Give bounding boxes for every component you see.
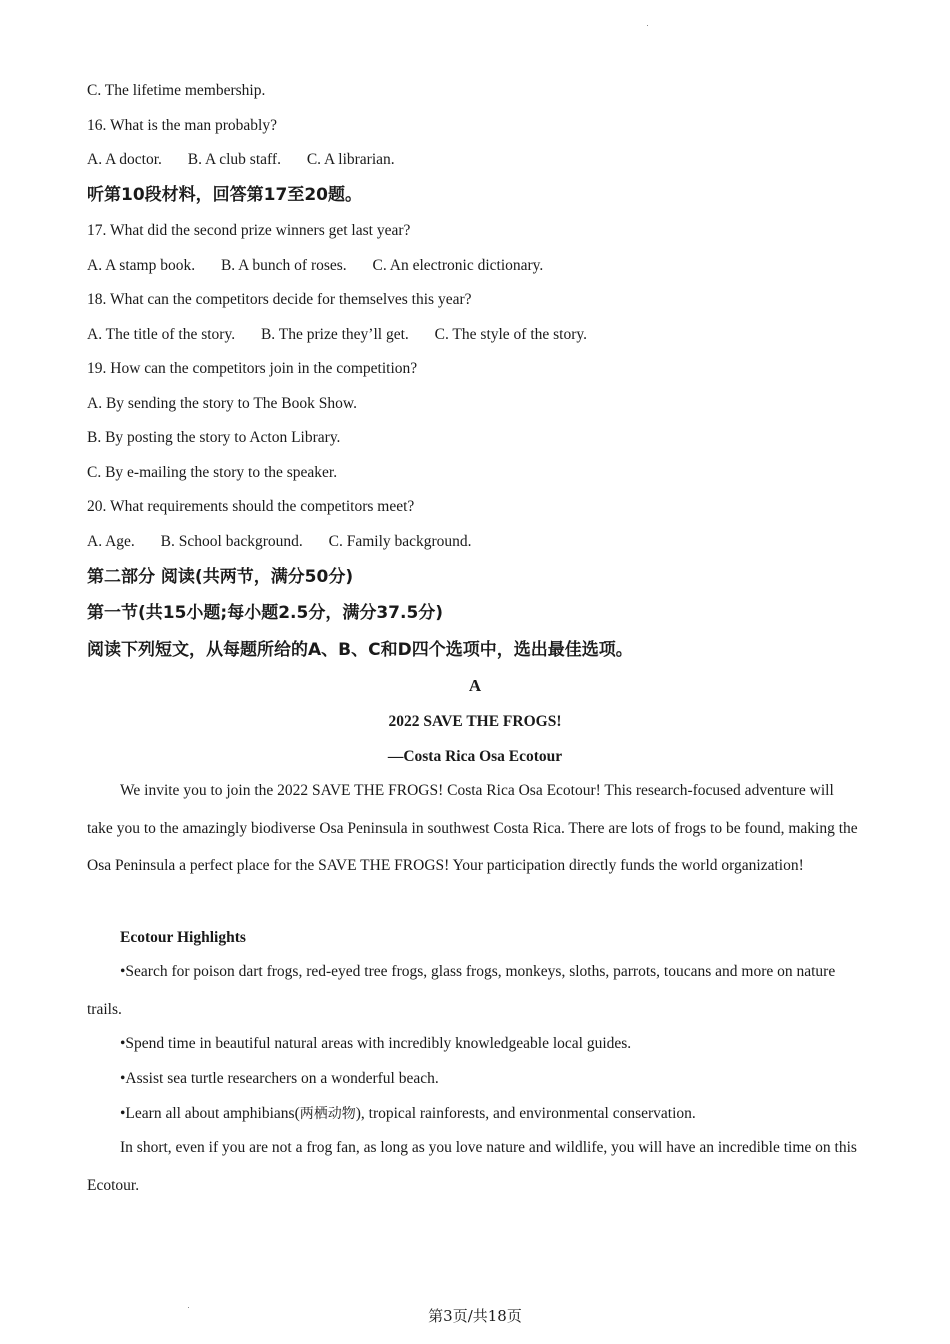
section-instruction-10: 听第10段材料，回答第17至20题。 [87, 185, 362, 205]
q19-option-a: A. By sending the story to The Book Show. [87, 395, 357, 412]
q20-option-c: C. Family background. [328, 533, 472, 550]
highlight-item: •Assist sea turtle researchers on a wonderful beach. [120, 1070, 439, 1087]
q17-options [87, 256, 543, 276]
passage-intro: We invite you to join the 2022 SAVE THE FROGS! Costa Rica Osa Ecotour! This research-focused adventure will take you to the amazingly biodiverse Osa Peninsula in southwest Costa Rica. There are lots of frogs to be found, making the Osa Peninsula a perfect place for the SAVE THE FROGS! Your participation directly funds the world organization! [87, 782, 858, 874]
scan-dot [647, 25, 648, 26]
q16-question: 16. What is the man probably? [87, 117, 277, 134]
q20-options [87, 532, 472, 552]
q18-question: 18. What can the competitors decide for themselves this year? [87, 291, 472, 308]
q17-question: 17. What did the second prize winners get last year? [87, 222, 411, 239]
q19-option-b: B. By posting the story to Acton Library. [87, 429, 341, 446]
q16-option-c: C. A librarian. [306, 151, 395, 168]
passage-closing: In short, even if you are not a frog fan, as long as you love nature and wildlife, you will have an incredible time on this Ecotour. [87, 1139, 857, 1194]
q19-question: 19. How can the competitors join in the competition? [87, 360, 418, 377]
passage-letter: A [468, 676, 482, 695]
q16-options [87, 150, 395, 170]
q16-option-a: A. A doctor. [87, 151, 162, 168]
part2-section1: 第一节(共15小题;每小题2.5分，满分37.5分) [87, 603, 444, 623]
highlight-4-after: ), tropical rainforests, and environmental conservation. [355, 1105, 696, 1122]
q18-option-b: B. The prize they’ll get. [260, 326, 409, 343]
highlight-item [120, 1104, 696, 1124]
passage-title: 2022 SAVE THE FROGS! [388, 713, 562, 730]
highlight-4-gloss: 两栖动物 [299, 1106, 356, 1122]
q18-option-c: C. The style of the story. [434, 326, 588, 343]
highlight-item: •Spend time in beautiful natural areas with incredibly knowledgeable local guides. [120, 1035, 632, 1052]
q20-option-a: A. Age. [87, 533, 135, 550]
q17-option-a: A. A stamp book. [87, 257, 196, 274]
part2-heading: 第二部分 阅读(共两节，满分50分) [87, 567, 354, 587]
q17-option-b: B. A bunch of roses. [220, 257, 347, 274]
passage-subtitle: —Costa Rica Osa Ecotour [387, 748, 563, 765]
q17-option-c: C. An electronic dictionary. [372, 257, 544, 274]
part2-instruction: 阅读下列短文，从每题所给的A、B、C和D四个选项中，选出最佳选项。 [87, 640, 633, 660]
highlight-item: •Search for poison dart frogs, red-eyed tree frogs, glass frogs, monkeys, sloths, parrots, toucans and more on nature trails. [87, 963, 836, 1018]
q20-question: 20. What requirements should the competitors meet? [87, 498, 415, 515]
q20-option-b: B. School background. [160, 533, 303, 550]
highlight-4-before: •Learn all about amphibians( [120, 1105, 300, 1122]
highlights-heading: Ecotour Highlights [120, 929, 246, 946]
page-footer: 第3页/共18页 [428, 1307, 522, 1325]
q16-option-b: B. A club staff. [187, 151, 281, 168]
q15-option-c: C. The lifetime membership. [87, 82, 266, 99]
q19-option-c: C. By e-mailing the story to the speaker. [87, 464, 338, 481]
q18-option-a: A. The title of the story. [87, 326, 236, 343]
q18-options [87, 325, 587, 345]
